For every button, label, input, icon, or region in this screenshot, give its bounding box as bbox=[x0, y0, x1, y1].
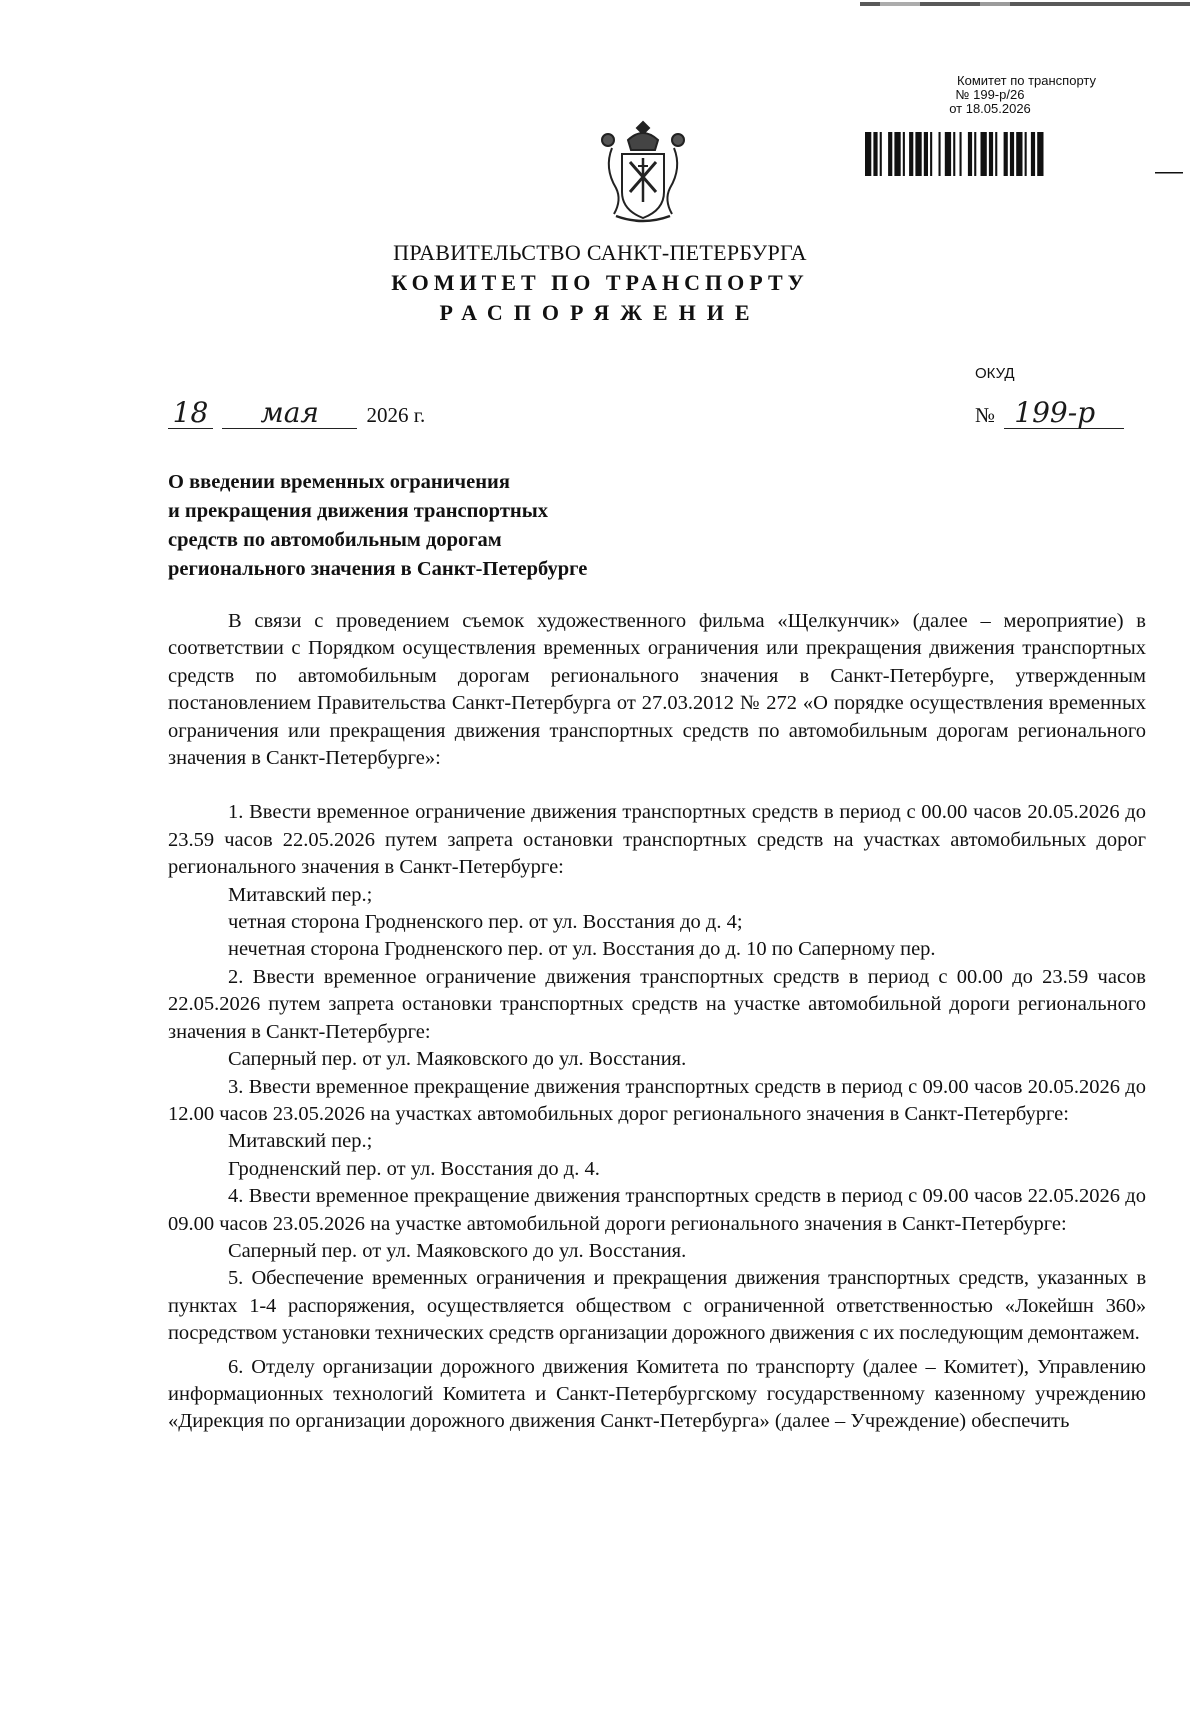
barcode-bar bbox=[1010, 132, 1014, 176]
title-line: О введении временных ограничения bbox=[168, 471, 510, 493]
document-type-heading: РАСПОРЯЖЕНИЕ bbox=[439, 300, 761, 325]
barcode-bar bbox=[1004, 132, 1008, 176]
barcode-bar bbox=[995, 132, 997, 176]
barcode bbox=[865, 132, 1183, 180]
preamble-paragraph: В связи с проведением съемок художественного фильма «Щелкунчик» (далее – мероприятие) в соответствии с Порядком осуществления временных ограничения или прекращения движения транспортных средств по автомобильным дорогам регионального значения в Санкт-Петербурге, утвержденным постановлением Правительства Санкт-Петербурга от 27.03.2012 № 272 «О порядке осуществления временных ограничения или прекращения движения транспортных средств по автомобильным дорогам регионального значения в Санкт-Петербурге»: bbox=[168, 610, 1146, 770]
barcode-bar bbox=[903, 132, 905, 176]
barcode-bar bbox=[915, 132, 921, 176]
document-body bbox=[168, 608, 1146, 1436]
item-2: 2. Ввести временное ограничение движения транспортных средств в период с 00.00 до 23.59 часов 22.05.2026 путем запрета остановки транспортных средств на участке автомобильной дороги регионального значения в Санкт-Петербурге: bbox=[168, 965, 1146, 1043]
date-line bbox=[168, 396, 426, 429]
item-4-street: Саперный пер. от ул. Маяковского до ул. Восстания. bbox=[228, 1239, 687, 1262]
barcode-bar bbox=[945, 132, 951, 176]
date-year: 2026 г. bbox=[366, 403, 426, 427]
scan-artifact-line bbox=[860, 0, 1190, 10]
item-6: 6. Отделу организации дорожного движения Комитета по транспорту (далее – Комитет), Управлению информационных технологий Комитета и Санкт-Петербургскому государственному казенному учреждению «Дирекция по организации дорожного движения Санкт-Петербурга» (далее – Учреждение) обеспечить bbox=[168, 1355, 1146, 1433]
item-3-street: Гродненский пер. от ул. Восстания до д. 4. bbox=[228, 1157, 600, 1180]
barcode-bar bbox=[930, 132, 932, 176]
title-line: и прекращения движения транспортных bbox=[168, 500, 548, 522]
barcode-bar bbox=[981, 132, 987, 176]
number-value: 199-р bbox=[1014, 396, 1096, 429]
item-1: 1. Ввести временное ограничение движения транспортных средств в период с 00.00 часов 20.05.2026 до 23.59 часов 22.05.2026 путем запрета остановки транспортных средств на участках автомобильных дорог регионального значения в Санкт-Петербурге: bbox=[168, 801, 1146, 879]
government-heading: ПРАВИТЕЛЬСТВО САНКТ-ПЕТЕРБУРГА bbox=[393, 240, 807, 265]
registration-stamp bbox=[870, 74, 1110, 116]
registration-office: Комитет по транспорту bbox=[957, 73, 1096, 88]
title-line: регионального значения в Санкт-Петербурге bbox=[168, 558, 588, 580]
barcode-bar bbox=[974, 132, 976, 176]
barcode-bar bbox=[939, 132, 941, 176]
item-2-street: Саперный пер. от ул. Маяковского до ул. Восстания. bbox=[228, 1048, 687, 1071]
barcode-bar bbox=[880, 132, 882, 176]
item-4: 4. Ввести временное прекращение движения транспортных средств в период с 09.00 часов 22.05.2026 до 09.00 часов 23.05.2026 на участке автомобильной дороги регионального значения в Санкт-Петербурге: bbox=[168, 1185, 1146, 1235]
barcode-bar bbox=[989, 132, 993, 176]
registration-number: № 199-р/26 bbox=[955, 87, 1025, 102]
barcode-bar bbox=[1025, 132, 1027, 176]
barcode-bar bbox=[960, 132, 962, 176]
barcode-bar bbox=[1037, 132, 1043, 176]
item-1-street: четная сторона Гродненского пер. от ул. Восстания до д. 4; bbox=[228, 911, 743, 934]
document-title bbox=[168, 468, 587, 584]
item-3: 3. Ввести временное прекращение движения транспортных средств в период с 09.00 часов 20.05.2026 до 12.00 часов 23.05.2026 на участках автомобильных дорог регионального значения в Санкт-Петербурге: bbox=[168, 1075, 1146, 1125]
barcode-tail bbox=[1155, 172, 1183, 174]
barcode-bar bbox=[865, 132, 871, 176]
barcode-bar bbox=[909, 132, 913, 176]
title-line: средств по автомобильным дорогам bbox=[168, 529, 502, 551]
barcode-bar bbox=[968, 132, 972, 176]
registration-date: от 18.05.2026 bbox=[949, 101, 1031, 116]
item-3-street: Митавский пер.; bbox=[228, 1130, 373, 1153]
barcode-bar bbox=[873, 132, 877, 176]
number-prefix: № bbox=[975, 403, 996, 427]
okud-label: ОКУД bbox=[975, 365, 1015, 382]
date-day: 18 bbox=[172, 396, 209, 429]
barcode-bar bbox=[888, 132, 892, 176]
date-month: мая bbox=[260, 396, 319, 429]
barcode-bar bbox=[924, 132, 928, 176]
barcode-bar bbox=[894, 132, 900, 176]
item-1-street: Митавский пер.; bbox=[228, 883, 373, 906]
item-1-street: нечетная сторона Гродненского пер. от ул. Восстания до д. 10 по Саперному пер. bbox=[228, 938, 936, 961]
barcode-bar bbox=[953, 132, 955, 176]
item-5: 5. Обеспечение временных ограничения и прекращения движения транспортных средств, указанных в пунктах 1-4 распоряжения, осуществляется обществом с ограниченной ответственностью «Локейшн 360» посредством установки технических средств организации дорожного движения с их последующим демонтажем. bbox=[168, 1267, 1146, 1345]
barcode-bar bbox=[1031, 132, 1035, 176]
barcode-bar bbox=[1016, 132, 1022, 176]
coat-of-arms-icon bbox=[598, 118, 688, 228]
number-line bbox=[975, 396, 1124, 429]
committee-heading: КОМИТЕТ ПО ТРАНСПОРТУ bbox=[391, 270, 809, 295]
